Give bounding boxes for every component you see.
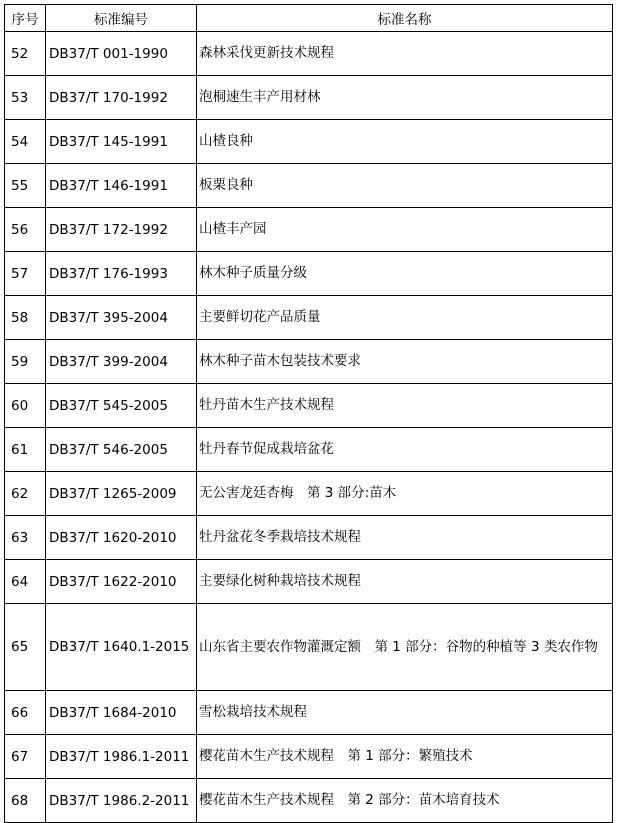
standard-code: DB37/T 399-2004 [46, 340, 197, 384]
standard-name: 主要鲜切花产品质量 [197, 296, 613, 340]
standard-code: DB37/T 1640.1-2015 [46, 604, 197, 691]
standard-name: 牡丹盆花冬季栽培技术规程 [197, 516, 613, 560]
serial-number: 58 [5, 296, 46, 340]
table-row [5, 120, 613, 164]
table-row [5, 779, 613, 823]
standard-name: 雪松栽培技术规程 [197, 691, 613, 735]
standard-name: 山楂良种 [197, 120, 613, 164]
standard-name: 林木种子质量分级 [197, 252, 613, 296]
table-row [5, 472, 613, 516]
standard-name: 无公害龙廷杏梅 第 3 部分:苗木 [197, 472, 613, 516]
standard-name: 森林采伐更新技术规程 [197, 32, 613, 76]
serial-number: 59 [5, 340, 46, 384]
table-row [5, 32, 613, 76]
table-row [5, 340, 613, 384]
table-row [5, 252, 613, 296]
serial-number: 63 [5, 516, 46, 560]
serial-number: 56 [5, 208, 46, 252]
serial-number: 65 [5, 604, 46, 691]
serial-number: 52 [5, 32, 46, 76]
serial-number: 66 [5, 691, 46, 735]
standard-name: 牡丹春节促成栽培盆花 [197, 428, 613, 472]
header-standard-name: 标准名称 [197, 5, 613, 32]
header-standard-code: 标准编号 [46, 5, 197, 32]
serial-number: 54 [5, 120, 46, 164]
standard-name: 山东省主要农作物灌溉定额 第 1 部分：谷物的种植等 3 类农作物 [197, 604, 613, 691]
standard-name: 板栗良种 [197, 164, 613, 208]
standard-name: 樱花苗木生产技术规程 第 2 部分：苗木培育技术 [197, 779, 613, 823]
standard-code: DB37/T 395-2004 [46, 296, 197, 340]
standard-code: DB37/T 145-1991 [46, 120, 197, 164]
standard-code: DB37/T 545-2005 [46, 384, 197, 428]
table-row [5, 691, 613, 735]
standard-code: DB37/T 1986.1-2011 [46, 735, 197, 779]
standard-name: 牡丹苗木生产技术规程 [197, 384, 613, 428]
table-row [5, 428, 613, 472]
standard-code: DB37/T 172-1992 [46, 208, 197, 252]
standard-name: 主要绿化树种栽培技术规程 [197, 560, 613, 604]
standard-code: DB37/T 1265-2009 [46, 472, 197, 516]
serial-number: 60 [5, 384, 46, 428]
standard-code: DB37/T 176-1993 [46, 252, 197, 296]
serial-number: 68 [5, 779, 46, 823]
standard-code: DB37/T 546-2005 [46, 428, 197, 472]
standard-name: 林木种子苗木包装技术要求 [197, 340, 613, 384]
standard-code: DB37/T 1620-2010 [46, 516, 197, 560]
standard-code: DB37/T 1986.2-2011 [46, 779, 197, 823]
standard-name: 山楂丰产园 [197, 208, 613, 252]
serial-number: 64 [5, 560, 46, 604]
standard-name: 泡桐速生丰产用材林 [197, 76, 613, 120]
standards-table [4, 4, 613, 823]
standard-code: DB37/T 1622-2010 [46, 560, 197, 604]
serial-number: 57 [5, 252, 46, 296]
table-row [5, 76, 613, 120]
table-row [5, 560, 613, 604]
serial-number: 61 [5, 428, 46, 472]
standard-name: 樱花苗木生产技术规程 第 1 部分：繁殖技术 [197, 735, 613, 779]
header-serial-number: 序号 [5, 5, 46, 32]
serial-number: 67 [5, 735, 46, 779]
table-row [5, 384, 613, 428]
table-row [5, 604, 613, 691]
serial-number: 53 [5, 76, 46, 120]
table-row [5, 208, 613, 252]
table-row [5, 296, 613, 340]
table-body [5, 32, 613, 823]
standard-code: DB37/T 1684-2010 [46, 691, 197, 735]
standard-code: DB37/T 170-1992 [46, 76, 197, 120]
serial-number: 55 [5, 164, 46, 208]
standard-code: DB37/T 001-1990 [46, 32, 197, 76]
table-row [5, 516, 613, 560]
table-header-row [5, 5, 613, 32]
table-row [5, 164, 613, 208]
serial-number: 62 [5, 472, 46, 516]
table-row [5, 735, 613, 779]
standard-code: DB37/T 146-1991 [46, 164, 197, 208]
